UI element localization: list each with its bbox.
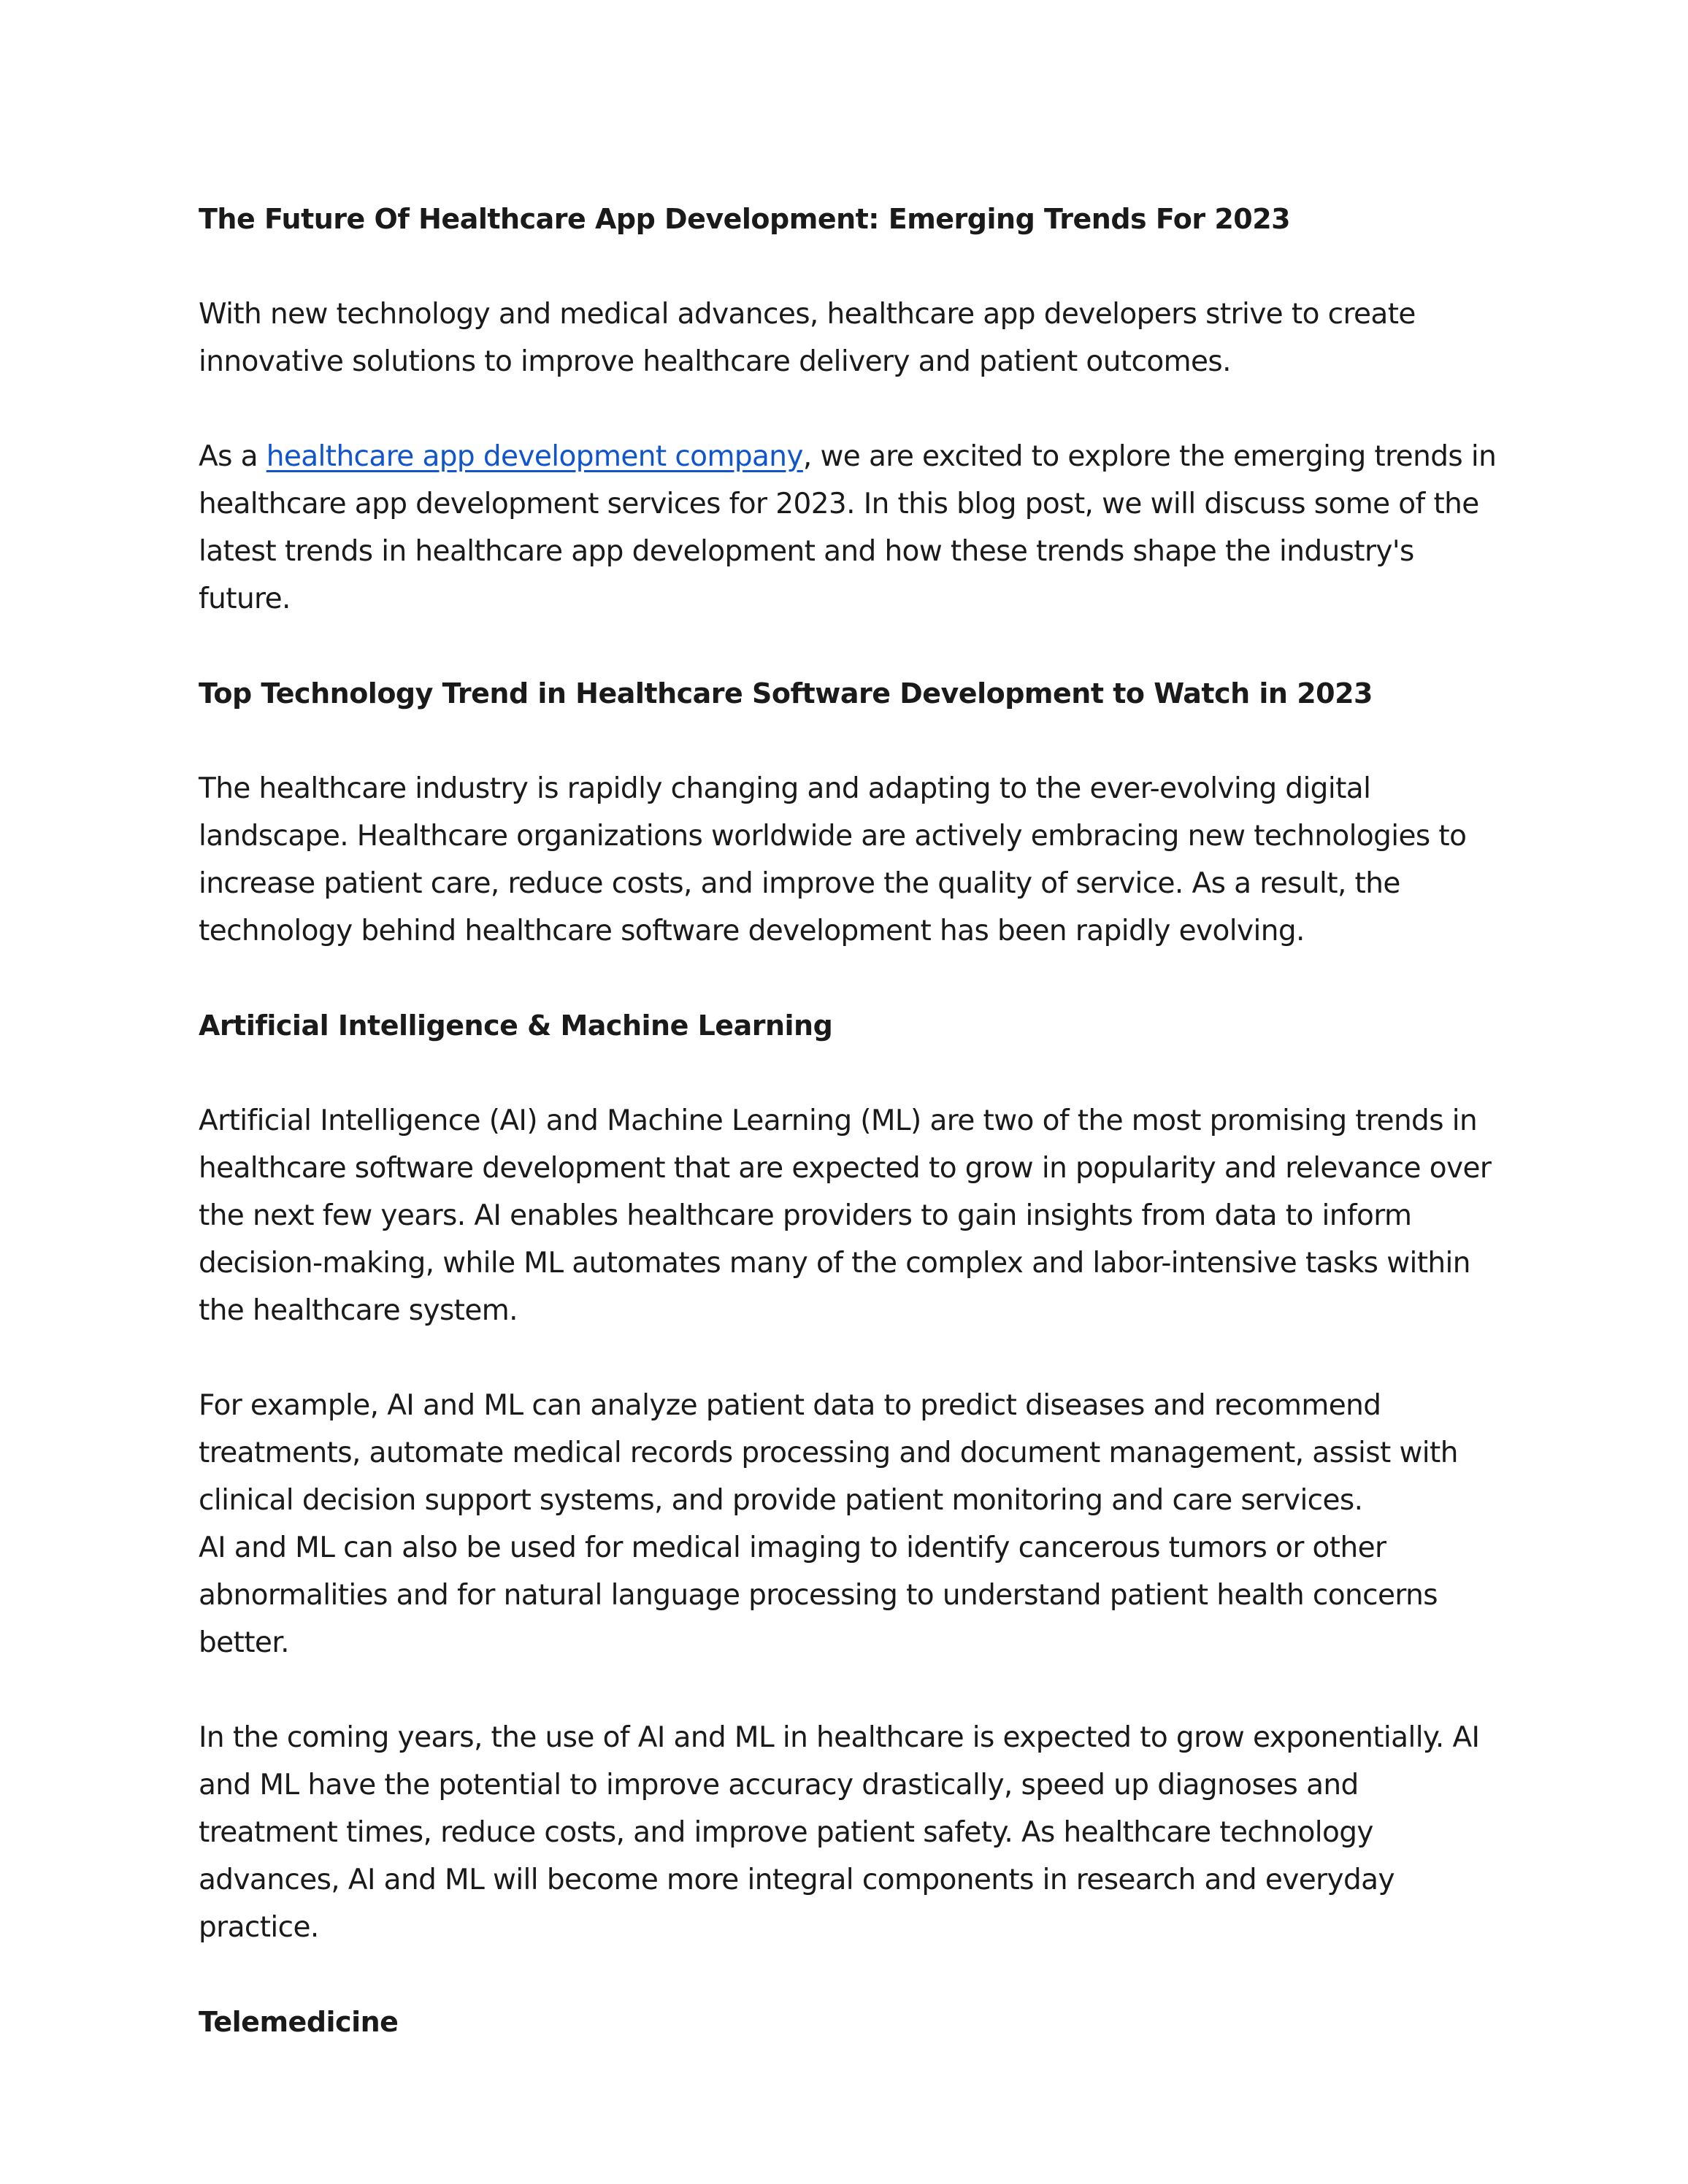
company-paragraph-prefix: As a: [199, 440, 266, 473]
ai-ml-imaging-paragraph: AI and ML can also be used for medical imaging to identify cancerous tumors or other abnormalities and for natural language processing to understand patient health concerns better.: [199, 1531, 1438, 1659]
section-heading-top-technology-trend: Top Technology Trend in Healthcare Software Development to Watch in 2023: [199, 677, 1373, 710]
intro-paragraph: With new technology and medical advances, healthcare app developers strive to create innovative solutions to improve healthcare delivery and patient outcomes.: [199, 298, 1416, 378]
section-heading-telemedicine: Telemedicine: [199, 2006, 399, 2038]
industry-paragraph: The healthcare industry is rapidly changing and adapting to the ever-evolving digital landscape. Healthcare organizations worldwide are actively embracing new technologies to increase patient care, reduce costs, and improve the quality of service. As a result, the technology behind healthcare software development has been rapidly evolving.: [199, 772, 1467, 947]
ai-ml-example-paragraph: For example, AI and ML can analyze patient data to predict diseases and recommend treatments, automate medical records processing and document management, assist with clinical decision support systems, and provide patient monitoring and care services.: [199, 1389, 1458, 1517]
company-paragraph-suffix: , we are excited to explore the emerging trends in healthcare app development services for 2023. In this blog post, we will discuss some of the latest trends in healthcare app development and how these trends shape the industry's future.: [199, 440, 1497, 615]
document-page: [199, 196, 1498, 2093]
ai-ml-paragraph: Artificial Intelligence (AI) and Machine Learning (ML) are two of the most promising trends in healthcare software development that are expected to grow in popularity and relevance over the next few years. AI enables healthcare providers to gain insights from data to inform decision-making, while ML automates many of the complex and labor-intensive tasks within the healthcare system.: [199, 1104, 1492, 1327]
ai-ml-future-paragraph: In the coming years, the use of AI and ML in healthcare is expected to grow exponentially. AI and ML have the potential to improve accuracy drastically, speed up diagnoses and treatment times, reduce costs, and improve patient safety. As healthcare technology advances, AI and ML will become more integral components in research and everyday practice.: [199, 1721, 1480, 1944]
document-title: The Future Of Healthcare App Development: Emerging Trends For 2023: [199, 203, 1291, 235]
section-heading-ai-ml: Artificial Intelligence & Machine Learning: [199, 1010, 833, 1042]
company-paragraph: [199, 433, 1498, 623]
healthcare-app-development-company-link[interactable]: healthcare app development company: [266, 440, 803, 473]
